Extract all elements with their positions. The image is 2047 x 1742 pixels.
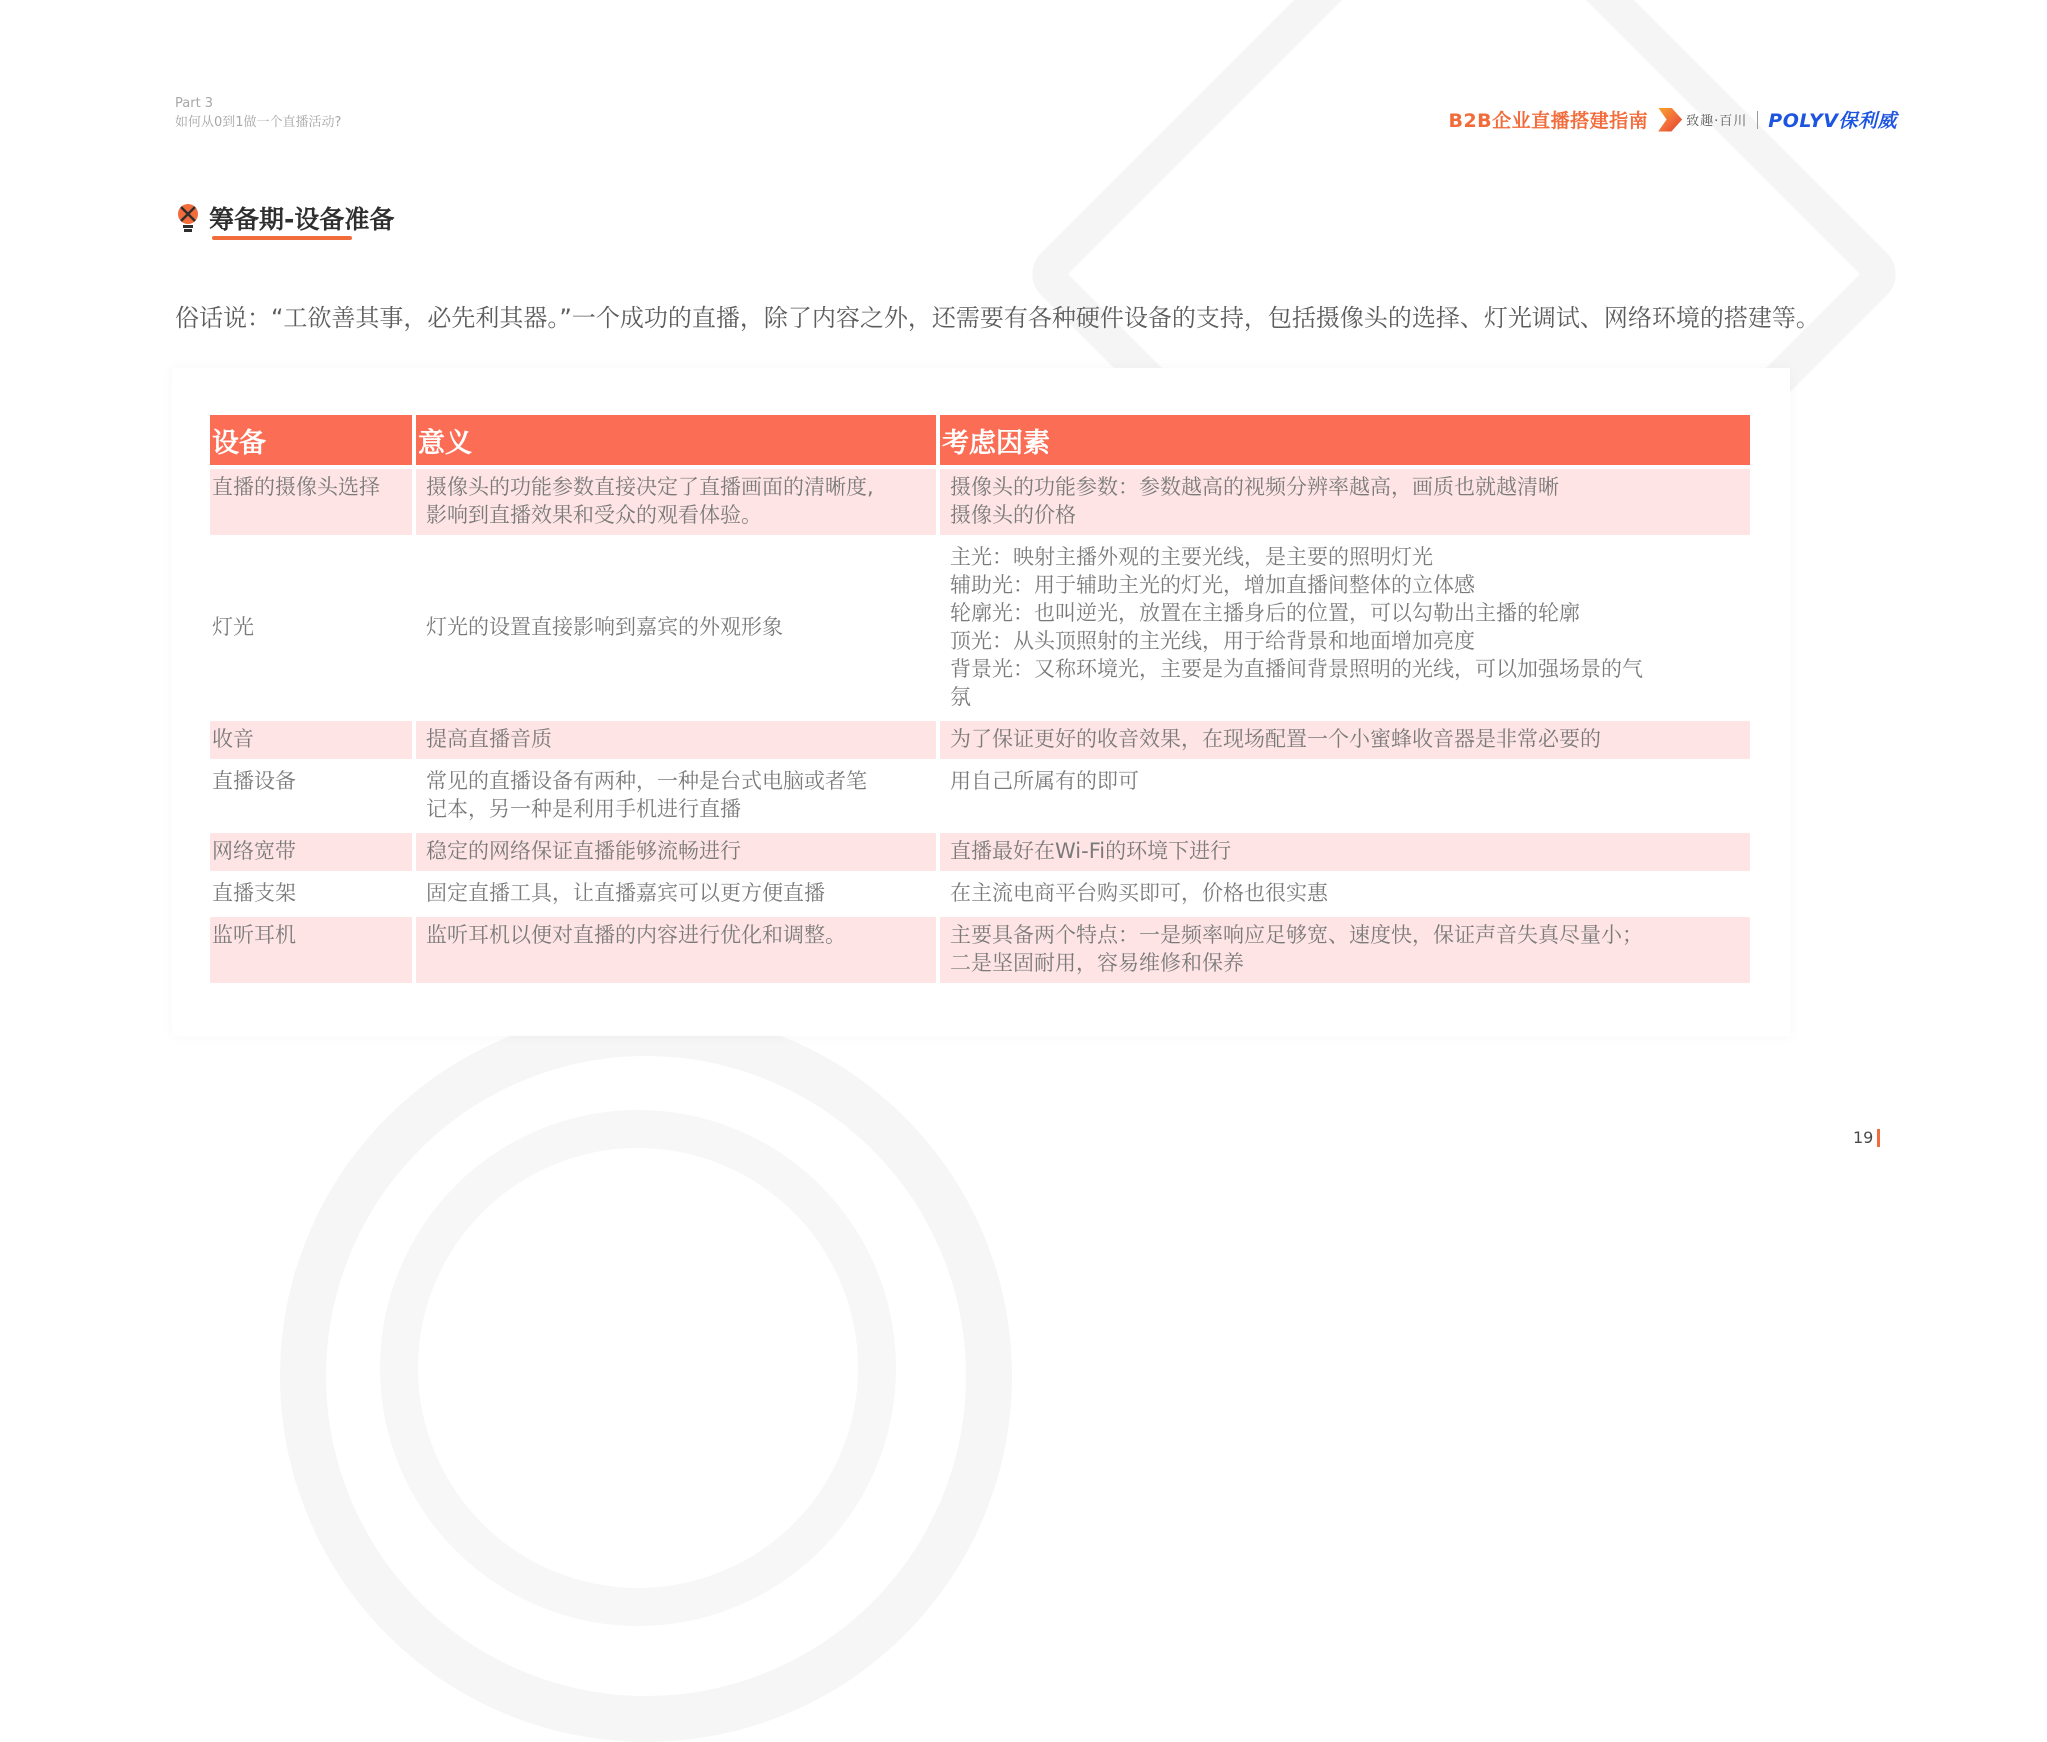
table-row [210, 759, 1750, 829]
cell-line: 轮廓光：也叫逆光，放置在主播身后的位置，可以勾勒出主播的轮廓 [950, 601, 1580, 625]
cell-line: 在主流电商平台购买即可，价格也很实惠 [950, 881, 1328, 905]
table-row [210, 535, 1750, 717]
meaning-cell [412, 829, 936, 871]
page-number [1853, 1128, 1880, 1147]
cell-line: 主要具备两个特点：一是频率响应足够宽、速度快，保证声音失真尽量小； [950, 923, 1643, 947]
part-subtitle: 如何从0到1做一个直播活动? [175, 115, 342, 130]
cell-line: 固定直播工具，让直播嘉宾可以更方便直播 [426, 881, 825, 905]
cell-line: 摄像头的功能参数：参数越高的视频分辨率越高，画质也就越清晰 [950, 475, 1559, 499]
brand-header [1448, 106, 1897, 133]
table-row [210, 717, 1750, 759]
section-heading [175, 200, 394, 236]
cell-line: 提高直播音质 [426, 727, 552, 751]
cell-line: 监听耳机以便对直播的内容进行优化和调整。 [426, 923, 846, 947]
cell-line: 常见的直播设备有两种，一种是台式电脑或者笔 [426, 769, 867, 793]
cell-line: 二是坚固耐用，容易维修和保养 [950, 951, 1244, 975]
cell-line: 主光：映射主播外观的主要光线，是主要的照明灯光 [950, 545, 1433, 569]
intro-paragraph: 俗话说：“工欲善其事，必先利其器。”一个成功的直播，除了内容之外，还需要有各种硬件设备的支持，包括摄像头的选择、灯光调试、网络环境的搭建等。 [175, 304, 1820, 332]
table-row [210, 913, 1750, 983]
device-cell: 直播支架 [210, 871, 412, 913]
meaning-cell [412, 465, 936, 535]
factors-cell [936, 913, 1750, 983]
device-cell: 直播设备 [210, 759, 412, 829]
page-number-text: 19 [1853, 1128, 1874, 1147]
device-cell: 收音 [210, 717, 412, 759]
table-row [210, 465, 1750, 535]
device-cell: 监听耳机 [210, 913, 412, 983]
factors-cell [936, 759, 1750, 829]
brand-divider [1757, 111, 1758, 129]
cell-line: 辅助光：用于辅助主光的灯光，增加直播间整体的立体感 [950, 573, 1475, 597]
cell-line: 记本，另一种是利用手机进行直播 [426, 797, 741, 821]
cell-line: 顶光：从头顶照射的主光线，用于给背景和地面增加亮度 [950, 629, 1475, 653]
title-underline [212, 236, 352, 240]
meaning-cell [412, 717, 936, 759]
partner-logo-text: 致趣·百川 [1686, 114, 1748, 129]
meaning-cell [412, 871, 936, 913]
factors-cell [936, 829, 1750, 871]
device-cell: 直播的摄像头选择 [210, 465, 412, 535]
table-row [210, 871, 1750, 913]
column-header: 考虑因素 [936, 415, 1750, 465]
partner-logo [1658, 108, 1747, 132]
part-label [175, 94, 341, 132]
factors-cell [936, 871, 1750, 913]
factors-cell [936, 465, 1750, 535]
polyv-logo: POLYV保利威 [1768, 110, 1897, 132]
cell-line: 影响到直播效果和受众的观看体验。 [426, 503, 762, 527]
equipment-table [210, 415, 1750, 983]
factors-cell [936, 717, 1750, 759]
brand-title: B2B企业直播搭建指南 [1448, 110, 1649, 132]
partner-logo-icon [1658, 108, 1682, 132]
cell-line: 摄像头的价格 [950, 503, 1076, 527]
table-header-row [210, 415, 1750, 465]
cell-line: 摄像头的功能参数直接决定了直播画面的清晰度, [426, 475, 874, 499]
cell-line: 用自己所属有的即可 [950, 769, 1139, 793]
factors-cell [936, 535, 1750, 717]
page-number-bar [1877, 1129, 1880, 1147]
watermark-shape [280, 1010, 1012, 1742]
device-cell: 网络宽带 [210, 829, 412, 871]
meaning-cell [412, 913, 936, 983]
cell-line: 直播最好在Wi-Fi的环境下进行 [950, 839, 1232, 863]
section-title: 筹备期-设备准备 [209, 205, 395, 234]
watermark-shape [380, 1110, 896, 1626]
device-cell: 灯光 [210, 535, 412, 717]
cell-line: 背景光：又称环境光，主要是为直播间背景照明的光线，可以加强场景的气 [950, 657, 1643, 681]
cell-line: 稳定的网络保证直播能够流畅进行 [426, 839, 741, 863]
table-row [210, 829, 1750, 871]
part-number: Part 3 [175, 96, 214, 111]
meaning-cell [412, 759, 936, 829]
cell-line: 为了保证更好的收音效果，在现场配置一个小蜜蜂收音器是非常必要的 [950, 727, 1601, 751]
lightbulb-icon [175, 202, 201, 234]
cell-line: 氛 [950, 685, 971, 709]
cell-line: 灯光的设置直接影响到嘉宾的外观形象 [426, 615, 783, 639]
column-header: 意义 [412, 415, 936, 465]
column-header: 设备 [210, 415, 412, 465]
meaning-cell [412, 535, 936, 717]
